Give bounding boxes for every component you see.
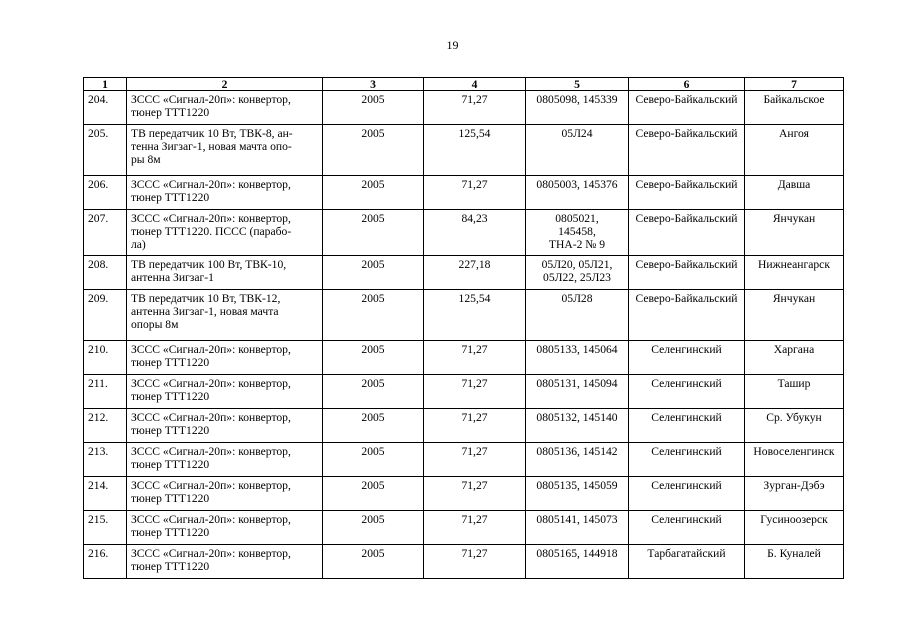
cell-settlement: Ташир — [745, 375, 844, 409]
cell-equipment-description: ЗССС «Сигнал-20п»: конвертор, тюнер ТТТ1220 — [127, 511, 323, 545]
header-col-4: 4 — [424, 78, 526, 91]
cell-district: Тарбагатайский — [629, 545, 745, 579]
cell-district: Селенгинский — [629, 409, 745, 443]
cell-cost: 71,27 — [424, 375, 526, 409]
cell-equipment-description: ЗССС «Сигнал-20п»: конвертор, тюнер ТТТ1220 — [127, 545, 323, 579]
cell-cost: 71,27 — [424, 91, 526, 125]
cell-equipment-description: ТВ передатчик 10 Вт, ТВК-12, антенна Зигзаг-1, новая мачта опоры 8м — [127, 290, 323, 341]
table-row — [84, 91, 844, 125]
cell-district: Селенгинский — [629, 511, 745, 545]
cell-serial-numbers: 05Л28 — [526, 290, 629, 341]
cell-year: 2005 — [323, 210, 424, 256]
cell-row-number: 214. — [84, 477, 127, 511]
header-col-7: 7 — [745, 78, 844, 91]
table-row — [84, 477, 844, 511]
cell-row-number: 209. — [84, 290, 127, 341]
header-col-2: 2 — [127, 78, 323, 91]
cell-year: 2005 — [323, 511, 424, 545]
table-header-row — [84, 78, 844, 91]
header-col-3: 3 — [323, 78, 424, 91]
cell-serial-numbers: 0805136, 145142 — [526, 443, 629, 477]
cell-row-number: 208. — [84, 256, 127, 290]
cell-equipment-description: ЗССС «Сигнал-20п»: конвертор, тюнер ТТТ1220 — [127, 477, 323, 511]
cell-serial-numbers: 0805131, 145094 — [526, 375, 629, 409]
header-col-1: 1 — [84, 78, 127, 91]
cell-settlement: Ангоя — [745, 125, 844, 176]
cell-year: 2005 — [323, 443, 424, 477]
cell-equipment-description: ТВ передатчик 10 Вт, ТВК-8, ан- тенна Зигзаг-1, новая мачта опо- ры 8м — [127, 125, 323, 176]
table-row — [84, 210, 844, 256]
cell-district: Селенгинский — [629, 341, 745, 375]
cell-row-number: 205. — [84, 125, 127, 176]
cell-year: 2005 — [323, 477, 424, 511]
cell-cost: 71,27 — [424, 545, 526, 579]
cell-serial-numbers: 0805021, 145458, ТНА-2 № 9 — [526, 210, 629, 256]
header-col-5: 5 — [526, 78, 629, 91]
cell-cost: 71,27 — [424, 443, 526, 477]
cell-row-number: 211. — [84, 375, 127, 409]
cell-district: Северо-Байкальский — [629, 256, 745, 290]
cell-cost: 71,27 — [424, 511, 526, 545]
cell-year: 2005 — [323, 125, 424, 176]
equipment-table — [83, 77, 844, 579]
cell-serial-numbers: 05Л20, 05Л21, 05Л22, 25Л23 — [526, 256, 629, 290]
cell-serial-numbers: 05Л24 — [526, 125, 629, 176]
cell-row-number: 212. — [84, 409, 127, 443]
cell-year: 2005 — [323, 91, 424, 125]
cell-serial-numbers: 0805135, 145059 — [526, 477, 629, 511]
cell-row-number: 206. — [84, 176, 127, 210]
cell-year: 2005 — [323, 341, 424, 375]
cell-equipment-description: ЗССС «Сигнал-20п»: конвертор, тюнер ТТТ1220 — [127, 91, 323, 125]
cell-cost: 227,18 — [424, 256, 526, 290]
page-number: 19 — [446, 38, 459, 52]
table-row — [84, 375, 844, 409]
cell-equipment-description: ЗССС «Сигнал-20п»: конвертор, тюнер ТТТ1220 — [127, 443, 323, 477]
cell-district: Северо-Байкальский — [629, 290, 745, 341]
cell-district: Северо-Байкальский — [629, 210, 745, 256]
cell-equipment-description: ТВ передатчик 100 Вт, ТВК-10, антенна Зигзаг-1 — [127, 256, 323, 290]
cell-district: Селенгинский — [629, 443, 745, 477]
table-row — [84, 443, 844, 477]
cell-equipment-description: ЗССС «Сигнал-20п»: конвертор, тюнер ТТТ1220 — [127, 409, 323, 443]
cell-settlement: Ср. Убукун — [745, 409, 844, 443]
cell-settlement: Янчукан — [745, 210, 844, 256]
table-row — [84, 290, 844, 341]
cell-serial-numbers: 0805132, 145140 — [526, 409, 629, 443]
cell-settlement: Зурган-Дэбэ — [745, 477, 844, 511]
cell-district: Селенгинский — [629, 375, 745, 409]
cell-equipment-description: ЗССС «Сигнал-20п»: конвертор, тюнер ТТТ1220. ПССС (парабо- ла) — [127, 210, 323, 256]
cell-serial-numbers: 0805003, 145376 — [526, 176, 629, 210]
cell-settlement: Янчукан — [745, 290, 844, 341]
cell-year: 2005 — [323, 545, 424, 579]
cell-row-number: 210. — [84, 341, 127, 375]
cell-cost: 71,27 — [424, 409, 526, 443]
cell-district: Селенгинский — [629, 477, 745, 511]
cell-equipment-description: ЗССС «Сигнал-20п»: конвертор, тюнер ТТТ1220 — [127, 176, 323, 210]
cell-settlement: Давша — [745, 176, 844, 210]
table-row — [84, 409, 844, 443]
table-row — [84, 545, 844, 579]
table-row — [84, 341, 844, 375]
cell-settlement: Б. Куналей — [745, 545, 844, 579]
cell-serial-numbers: 0805098, 145339 — [526, 91, 629, 125]
table-body — [84, 91, 844, 579]
cell-cost: 84,23 — [424, 210, 526, 256]
cell-year: 2005 — [323, 290, 424, 341]
cell-settlement: Гусиноозерск — [745, 511, 844, 545]
cell-district: Северо-Байкальский — [629, 176, 745, 210]
table-row — [84, 125, 844, 176]
cell-row-number: 216. — [84, 545, 127, 579]
cell-year: 2005 — [323, 375, 424, 409]
cell-year: 2005 — [323, 176, 424, 210]
cell-row-number: 213. — [84, 443, 127, 477]
cell-district: Северо-Байкальский — [629, 91, 745, 125]
table-row — [84, 176, 844, 210]
cell-equipment-description: ЗССС «Сигнал-20п»: конвертор, тюнер ТТТ1220 — [127, 375, 323, 409]
cell-cost: 71,27 — [424, 477, 526, 511]
cell-year: 2005 — [323, 256, 424, 290]
header-col-6: 6 — [629, 78, 745, 91]
cell-cost: 125,54 — [424, 290, 526, 341]
cell-cost: 71,27 — [424, 341, 526, 375]
cell-year: 2005 — [323, 409, 424, 443]
cell-district: Северо-Байкальский — [629, 125, 745, 176]
cell-settlement: Байкальское — [745, 91, 844, 125]
cell-settlement: Харгана — [745, 341, 844, 375]
cell-serial-numbers: 0805133, 145064 — [526, 341, 629, 375]
cell-serial-numbers: 0805141, 145073 — [526, 511, 629, 545]
cell-cost: 125,54 — [424, 125, 526, 176]
cell-equipment-description: ЗССС «Сигнал-20п»: конвертор, тюнер ТТТ1220 — [127, 341, 323, 375]
cell-cost: 71,27 — [424, 176, 526, 210]
cell-settlement: Нижнеангарск — [745, 256, 844, 290]
cell-row-number: 204. — [84, 91, 127, 125]
cell-settlement: Новоселенгинск — [745, 443, 844, 477]
table-row — [84, 256, 844, 290]
cell-row-number: 215. — [84, 511, 127, 545]
table-row — [84, 511, 844, 545]
cell-serial-numbers: 0805165, 144918 — [526, 545, 629, 579]
cell-row-number: 207. — [84, 210, 127, 256]
